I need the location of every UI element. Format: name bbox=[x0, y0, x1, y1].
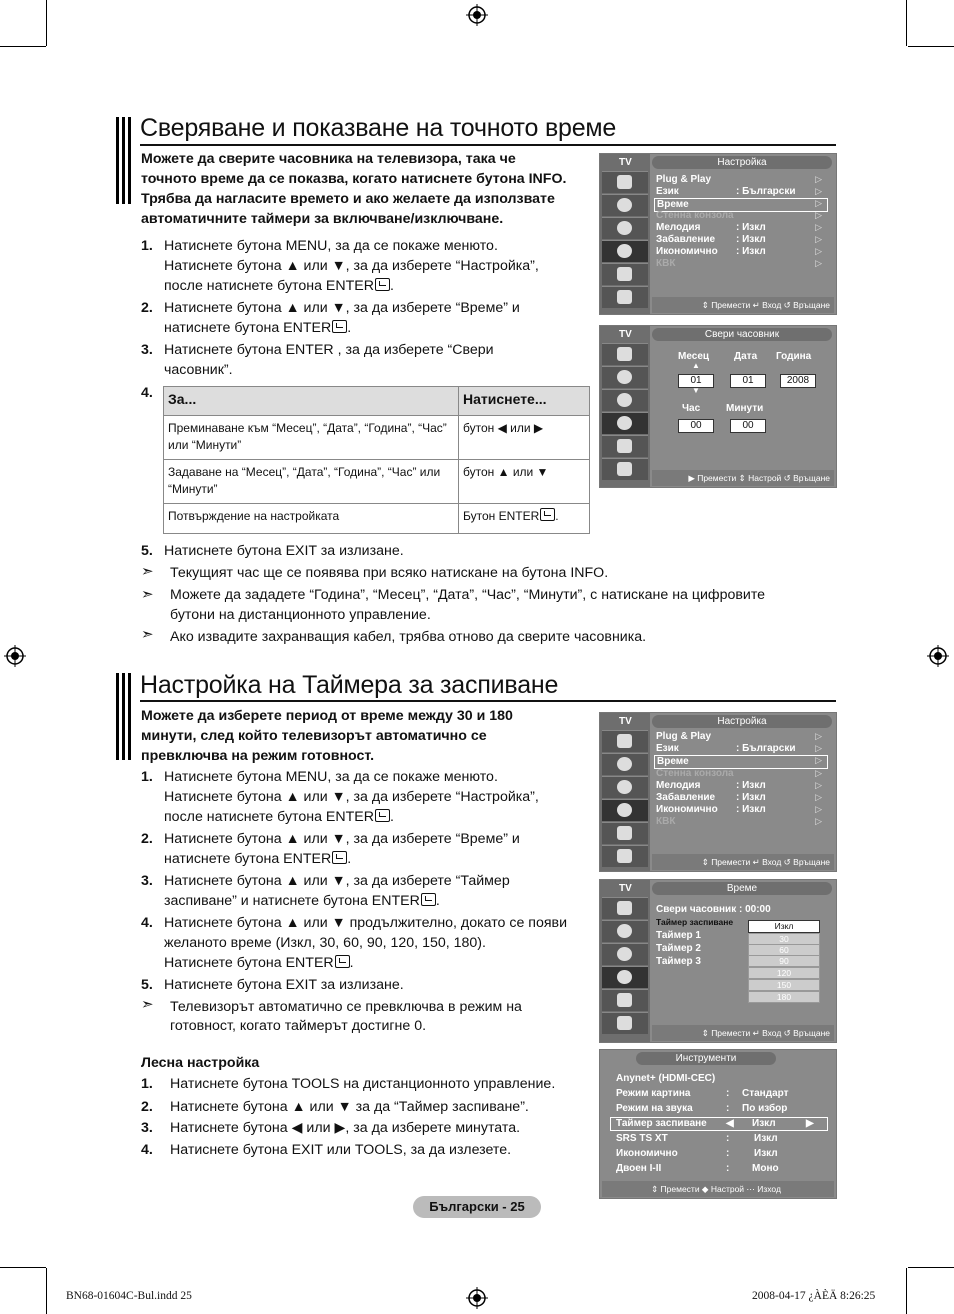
dropdown-option[interactable]: 120 bbox=[748, 967, 820, 979]
note-arrow-icon: ➣ bbox=[141, 563, 154, 580]
easy-step: 2. Натиснете бутона ▲ или ▼ за да “Таймер заспиване”. bbox=[141, 1099, 529, 1115]
step-1: 1. Натиснете бутона MENU, за да се покаже менюто. Натиснете бутона ▲ или ▼, за да изберете “Настройка”, после натиснете бутона ENTER . bbox=[141, 238, 539, 294]
menu-value: : Изкл bbox=[736, 804, 766, 815]
tv-sidebar: TV bbox=[600, 880, 650, 1042]
section-rule bbox=[140, 144, 836, 146]
menu-item[interactable]: Мелодия bbox=[656, 780, 701, 791]
step-1: 1. Натиснете бутона MENU, за да се покаже менюто. Натиснете бутона ▲ или ▼, за да изберете “Настройка”, после натиснете бутона ENTER . bbox=[141, 769, 539, 825]
dropdown-option[interactable]: 30 bbox=[748, 933, 820, 945]
enter-icon bbox=[332, 851, 347, 864]
crop-mark bbox=[906, 1268, 907, 1314]
menu-value: : Български bbox=[736, 186, 796, 197]
clock-label: Месец bbox=[678, 351, 710, 362]
menu-value: : Изкл bbox=[736, 780, 766, 791]
tv-sidebar: TV bbox=[600, 713, 650, 871]
section-rule bbox=[140, 700, 836, 702]
arrow-right-icon[interactable]: ▶ bbox=[806, 1118, 814, 1129]
dropdown-option[interactable]: 60 bbox=[748, 944, 820, 956]
crop-mark bbox=[906, 0, 907, 46]
menu-item[interactable]: Таймер 1 bbox=[656, 930, 701, 941]
support-menu-icon bbox=[602, 286, 648, 308]
section-title: Сверяване и показване на точното време bbox=[140, 114, 617, 142]
arrow-right-icon: ▷ bbox=[815, 198, 822, 208]
registration-mark-icon bbox=[4, 645, 26, 667]
support-menu-icon bbox=[602, 458, 648, 480]
crop-mark bbox=[0, 46, 46, 47]
arrow-right-icon: ▷ bbox=[815, 780, 822, 790]
tools-value: Изкл bbox=[754, 1133, 778, 1144]
menu-footer: ⇕ Премести ↵ Вход ↺ Връщане bbox=[652, 297, 834, 313]
note-text: готовност, когато таймерът достигне 0. bbox=[170, 1018, 427, 1034]
year-field[interactable]: 2008 bbox=[780, 374, 816, 388]
menu-item[interactable]: Таймер 3 bbox=[656, 956, 701, 967]
tools-item[interactable]: Двоен I-II bbox=[616, 1163, 662, 1174]
step-3: 3. Натиснете бутона ENTER , за да изберете “Свери часовник”. bbox=[141, 342, 494, 378]
menu-item[interactable]: Забавление bbox=[656, 234, 716, 245]
up-arrow-icon: ▲ bbox=[692, 361, 700, 370]
picture-menu-icon bbox=[602, 343, 648, 365]
step-5: 5. Натиснете бутона EXIT за излизане. bbox=[141, 543, 404, 559]
support-menu-icon bbox=[602, 845, 648, 867]
arrow-right-icon: ▷ bbox=[815, 731, 822, 741]
arrow-right-icon: ▷ bbox=[815, 258, 822, 268]
sound-menu-icon bbox=[602, 194, 648, 216]
channel-menu-icon bbox=[602, 389, 648, 411]
separator: : bbox=[726, 1103, 730, 1114]
menu-item-selected[interactable]: Време bbox=[654, 198, 828, 212]
key-table: За... Натиснете... Преминаване към “Месец”, “Дата”, “Година”, “Час” или “Минути” бутон ◀ или ▶ Задаване на “Месец”, “Дата”, “Година”, “Час” или “Минути” бутон ▲ или ▼ Потвърждение на настройката Бутон ENTER . bbox=[163, 386, 590, 534]
picture-menu-icon bbox=[602, 171, 648, 193]
clock-label: Година bbox=[776, 351, 812, 362]
setup-menu-icon bbox=[602, 966, 648, 988]
arrow-right-icon: ▷ bbox=[815, 768, 822, 778]
menu-header: Свери часовник bbox=[652, 328, 832, 341]
easy-step: 1. Натиснете бутона TOOLS на дистанционното управление. bbox=[141, 1076, 556, 1092]
setup-menu-icon bbox=[602, 799, 648, 821]
clock-label: Час bbox=[682, 403, 701, 414]
tv-screen-time bbox=[599, 879, 837, 1043]
menu-value: : Български bbox=[736, 743, 796, 754]
easy-setup-title: Лесна настройка bbox=[141, 1055, 260, 1071]
page-number-label: Български - 25 bbox=[413, 1196, 541, 1218]
step-4: 4. bbox=[141, 385, 153, 401]
tools-value: Изкл bbox=[752, 1118, 776, 1129]
enter-icon bbox=[375, 278, 390, 291]
tools-value: Стандарт bbox=[742, 1088, 789, 1099]
arrow-right-icon: ▷ bbox=[815, 816, 822, 826]
arrow-right-icon: ▷ bbox=[815, 186, 822, 196]
section-bar bbox=[116, 673, 132, 760]
menu-item[interactable]: Забавление bbox=[656, 792, 716, 803]
separator: : bbox=[726, 1133, 730, 1144]
tv-screen-tools bbox=[599, 1049, 837, 1199]
step-2: 2. Натиснете бутона ▲ или ▼, за да изберете “Време” и натиснете бутона ENTER . bbox=[141, 300, 520, 336]
menu-item: Стенна конзола bbox=[656, 210, 734, 221]
sound-menu-icon bbox=[602, 366, 648, 388]
arrow-right-icon: ▷ bbox=[815, 174, 822, 184]
menu-value: : Изкл bbox=[736, 246, 766, 257]
footer-timestamp: 2008-04-17 ¿ÀÈÄ 8:26:25 bbox=[752, 1290, 876, 1302]
menu-item[interactable]: Свери часовник : 00:00 bbox=[656, 904, 771, 915]
menu-value: : Изкл bbox=[736, 234, 766, 245]
down-arrow-icon: ▼ bbox=[692, 386, 700, 395]
tools-item[interactable]: Anynet+ (HDMI-CEC) bbox=[616, 1073, 716, 1084]
support-menu-icon bbox=[602, 1012, 648, 1034]
menu-item[interactable]: Мелодия bbox=[656, 222, 701, 233]
arrow-right-icon: ▷ bbox=[815, 234, 822, 244]
arrow-right-icon: ▷ bbox=[815, 804, 822, 814]
menu-item[interactable]: Език bbox=[656, 743, 679, 754]
menu-item[interactable]: Език bbox=[656, 186, 679, 197]
arrow-right-icon: ▷ bbox=[815, 222, 822, 232]
dropdown-option[interactable]: 180 bbox=[748, 991, 820, 1003]
enter-icon bbox=[421, 893, 436, 906]
easy-step: 4. Натиснете бутона EXIT или TOOLS, за да излезете. bbox=[141, 1142, 512, 1158]
tools-item[interactable]: Режим картина bbox=[616, 1088, 691, 1099]
note-arrow-icon: ➣ bbox=[141, 996, 154, 1013]
tools-value: По избор bbox=[742, 1103, 788, 1114]
menu-header: Настройка bbox=[652, 715, 832, 728]
menu-footer: ▶ Премести ⇕ Настрой ↺ Връщане bbox=[652, 470, 834, 486]
crop-mark bbox=[908, 46, 954, 47]
menu-footer: ⇕ Премести ◆ Настрой ⋯ Изход bbox=[602, 1181, 834, 1197]
month-field[interactable]: 01 bbox=[678, 374, 714, 388]
registration-mark-icon bbox=[466, 1287, 488, 1309]
note-arrow-icon: ➣ bbox=[141, 626, 154, 643]
tools-item-selected[interactable]: Таймер заспиване bbox=[616, 1118, 707, 1129]
note-text: Ако извадите захранващия кабел, трябва отново да сверите часовника. bbox=[170, 629, 647, 645]
tv-screen-setup bbox=[599, 712, 837, 872]
menu-item[interactable]: Икономично bbox=[656, 246, 718, 257]
step-2: 2. Натиснете бутона ▲ или ▼, за да изберете “Време” и натиснете бутона ENTER . bbox=[141, 831, 520, 867]
menu-item[interactable]: Plug & Play bbox=[656, 731, 712, 742]
picture-menu-icon bbox=[602, 730, 648, 752]
day-field[interactable]: 01 bbox=[730, 374, 766, 388]
note-text: Телевизорът автоматично се превключва в режим на bbox=[170, 999, 522, 1015]
section-title: Настройка на Таймера за заспиване bbox=[140, 671, 559, 699]
menu-value: : Изкл bbox=[736, 222, 766, 233]
setup-menu-icon bbox=[602, 412, 648, 434]
easy-step: 3. Натиснете бутона ◀ или ▶, за да изберете минутата. bbox=[141, 1120, 521, 1136]
menu-header: Време bbox=[652, 882, 832, 895]
crop-mark bbox=[46, 1268, 47, 1314]
step-3: 3. Натиснете бутона ▲ или ▼, за да изберете “Таймер заспиване” и натиснете бутона ENTER . bbox=[141, 873, 510, 909]
enter-icon bbox=[335, 955, 350, 968]
step-4: 4. Натиснете бутона ▲ или ▼ продължително, докато се появи желаното време (Изкл, 30, 60, 90, 120, 150, 180). Натиснете бутона ENTER . bbox=[141, 915, 568, 971]
enter-icon bbox=[375, 809, 390, 822]
arrow-right-icon: ▷ bbox=[815, 792, 822, 802]
registration-mark-icon bbox=[466, 4, 488, 26]
tools-item[interactable]: Икономично bbox=[616, 1148, 678, 1159]
arrow-right-icon: ▷ bbox=[815, 755, 822, 765]
arrow-right-icon: ▷ bbox=[815, 246, 822, 256]
tv-sidebar: TV bbox=[600, 326, 650, 487]
note-text: Можете да зададете “Година”, “Месец”, “Дата”, “Час”, “Минути”, с натискане на цифровите bbox=[170, 587, 766, 603]
dropdown-option[interactable]: 90 bbox=[748, 955, 820, 967]
clock-label: Минути bbox=[726, 403, 764, 414]
arrow-right-icon: ▷ bbox=[815, 210, 822, 220]
menu-item: КВК bbox=[656, 816, 676, 827]
tools-item[interactable]: SRS TS XT bbox=[616, 1133, 668, 1144]
menu-item[interactable]: Таймер 2 bbox=[656, 943, 701, 954]
input-menu-icon bbox=[602, 989, 648, 1011]
menu-item: КВК bbox=[656, 258, 676, 269]
enter-icon bbox=[540, 508, 555, 521]
menu-header: Инструменти bbox=[636, 1052, 776, 1065]
crop-mark bbox=[908, 1267, 954, 1268]
dropdown-option[interactable]: 150 bbox=[748, 979, 820, 991]
separator: : bbox=[726, 1148, 730, 1159]
section-intro: Можете да изберете период от време между 30 и 180 минути, след който телевизорът автоматично се превключва на режим готовност. bbox=[141, 708, 513, 764]
arrow-left-icon[interactable]: ◀ bbox=[726, 1118, 734, 1129]
channel-menu-icon bbox=[602, 943, 648, 965]
menu-item-selected[interactable]: Таймер заспиване bbox=[656, 917, 734, 927]
setup-menu-icon bbox=[602, 240, 648, 262]
crop-mark bbox=[46, 0, 47, 46]
tools-item[interactable]: Режим на звука bbox=[616, 1103, 693, 1114]
menu-item: Стенна конзола bbox=[656, 768, 734, 779]
tv-sidebar: TV bbox=[600, 154, 650, 314]
note-text: бутони на дистанционното управление. bbox=[170, 607, 431, 623]
arrow-right-icon: ▷ bbox=[815, 743, 822, 753]
menu-footer: ⇕ Премести ↵ Вход ↺ Връщане bbox=[652, 854, 834, 870]
input-menu-icon bbox=[602, 263, 648, 285]
tv-screen-clock bbox=[599, 325, 837, 488]
sound-menu-icon bbox=[602, 753, 648, 775]
menu-item-selected[interactable]: Време bbox=[654, 755, 828, 769]
step-5: 5. Натиснете бутона EXIT за излизане. bbox=[141, 977, 404, 993]
hour-field[interactable]: 00 bbox=[678, 419, 714, 433]
minute-field[interactable]: 00 bbox=[730, 419, 766, 433]
crop-mark bbox=[0, 1267, 46, 1268]
channel-menu-icon bbox=[602, 217, 648, 239]
note-arrow-icon: ➣ bbox=[141, 586, 154, 603]
tools-value: Моно bbox=[752, 1163, 779, 1174]
clock-label: Дата bbox=[734, 351, 758, 362]
registration-mark-icon bbox=[927, 645, 949, 667]
input-menu-icon bbox=[602, 435, 648, 457]
enter-icon bbox=[332, 320, 347, 333]
menu-item[interactable]: Икономично bbox=[656, 804, 718, 815]
separator: : bbox=[726, 1163, 730, 1174]
input-menu-icon bbox=[602, 822, 648, 844]
separator: : bbox=[726, 1088, 730, 1099]
menu-header: Настройка bbox=[652, 156, 832, 169]
footer-file: BN68-01604C-Bul.indd 25 bbox=[66, 1290, 192, 1302]
channel-menu-icon bbox=[602, 776, 648, 798]
tv-screen-setup bbox=[599, 153, 837, 315]
picture-menu-icon bbox=[602, 897, 648, 919]
menu-item[interactable]: Plug & Play bbox=[656, 174, 712, 185]
sound-menu-icon bbox=[602, 920, 648, 942]
tools-value: Изкл bbox=[754, 1148, 778, 1159]
menu-footer: ⇕ Премести ↵ Вход ↺ Връщане bbox=[652, 1025, 834, 1041]
section-bar bbox=[116, 117, 132, 204]
dropdown-option-selected[interactable]: Изкл bbox=[748, 920, 820, 933]
menu-value: : Изкл bbox=[736, 792, 766, 803]
section-intro: Можете да сверите часовника на телевизора, така че точното време да се показва, когато натиснете бутона INFO. Трябва да нагласите времето и ако желаете да използвате автоматичните таймери за включване/изключване. bbox=[141, 151, 567, 227]
note-text: Текущият час ще се появява при всяко натискане на бутона INFO. bbox=[170, 565, 609, 581]
